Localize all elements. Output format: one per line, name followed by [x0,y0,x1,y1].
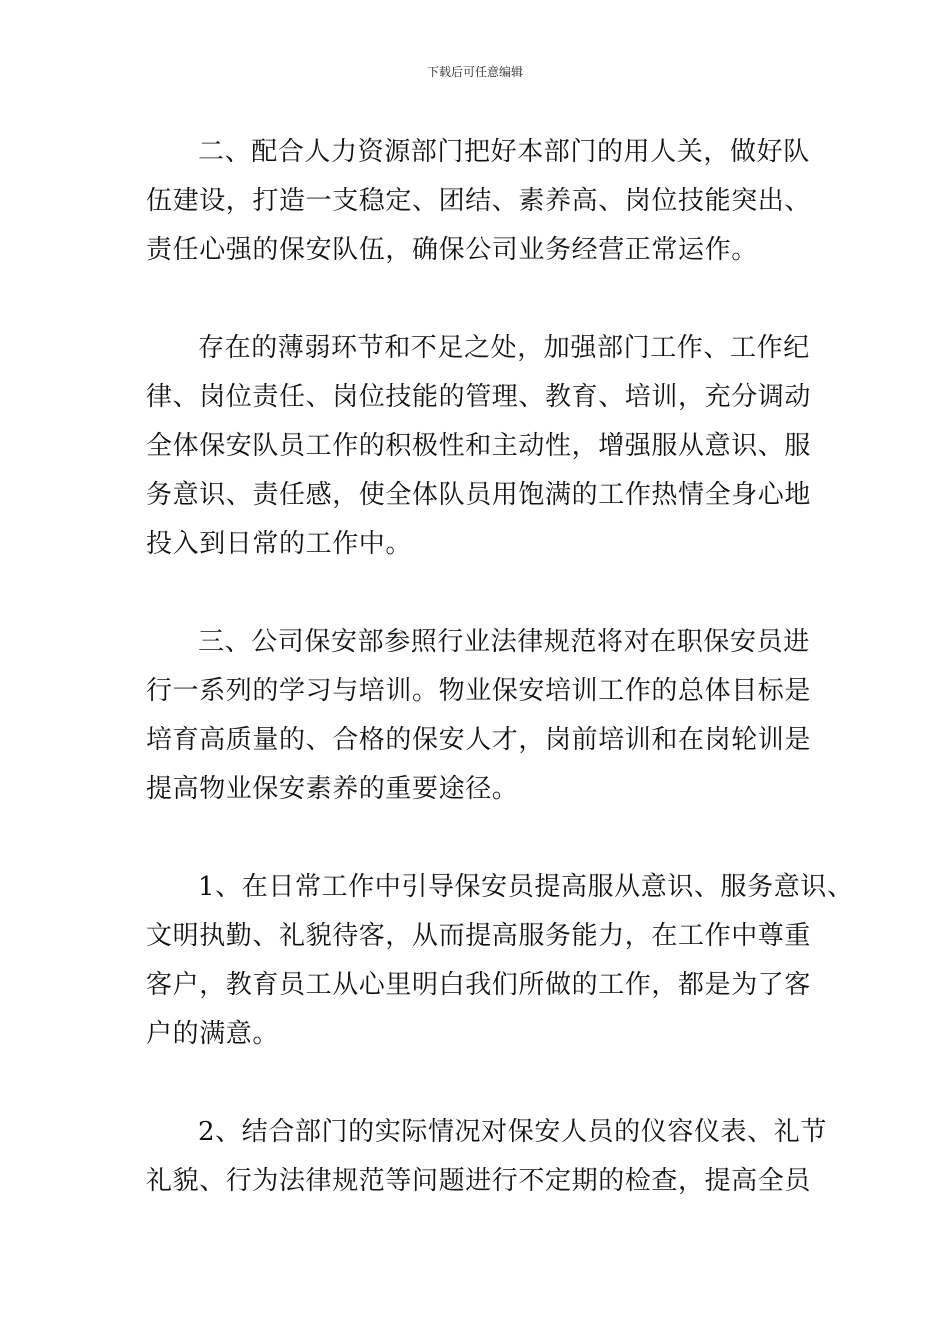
text-line: 二、配合人力资源部门把好本部门的用人关，做好队 [198,137,810,167]
text-line: 律、岗位责任、岗位技能的管理、教育、培训，充分调动 [146,382,812,412]
text-line: 2、结合部门的实际情况对保安人员的仪容仪表、礼节 [198,1117,827,1147]
text-line: 务意识、责任感，使全体队员用饱满的工作热情全身心地 [146,480,812,510]
paragraph-item-2 [146,1108,827,1206]
text-line: 客户，教育员工从心里明白我们所做的工作，都是为了客 [146,970,812,1000]
text-line: 培育高质量的、合格的保安人才，岗前培训和在岗轮训是 [146,725,812,755]
text-line: 三、公司保安部参照行业法律规范将对在职保安员进 [198,627,810,657]
paragraph-item-1 [146,863,854,1059]
text-line: 提高物业保安素养的重要途径。 [146,774,519,804]
text-line: 户的满意。 [146,1019,280,1049]
paragraph-team-building [146,128,810,275]
paragraph-weaknesses [146,324,810,569]
paragraph-training [146,618,810,814]
text-line: 礼貌、行为法律规范等问题进行不定期的检查，提高全员 [146,1166,812,1196]
text-line: 投入到日常的工作中。 [146,529,413,559]
document-body [146,128,854,1255]
text-line: 行一系列的学习与培训。物业保安培训工作的总体目标是 [146,676,812,706]
text-line: 文明执勤、礼貌待客，从而提高服务能力，在工作中尊重 [146,921,812,951]
text-line: 全体保安队员工作的积极性和主动性，增强服从意识、服 [146,431,812,461]
text-line: 责任心强的保安队伍，确保公司业务经营正常运作。 [146,235,758,265]
text-line: 伍建设，打造一支稳定、团结、素养高、岗位技能突出、 [146,186,812,216]
page-header: 下载后可任意编辑 [426,65,523,79]
text-line: 存在的薄弱环节和不足之处，加强部门工作、工作纪 [198,333,810,363]
text-line: 1、在日常工作中引导保安员提高服从意识、服务意识、 [198,872,854,902]
